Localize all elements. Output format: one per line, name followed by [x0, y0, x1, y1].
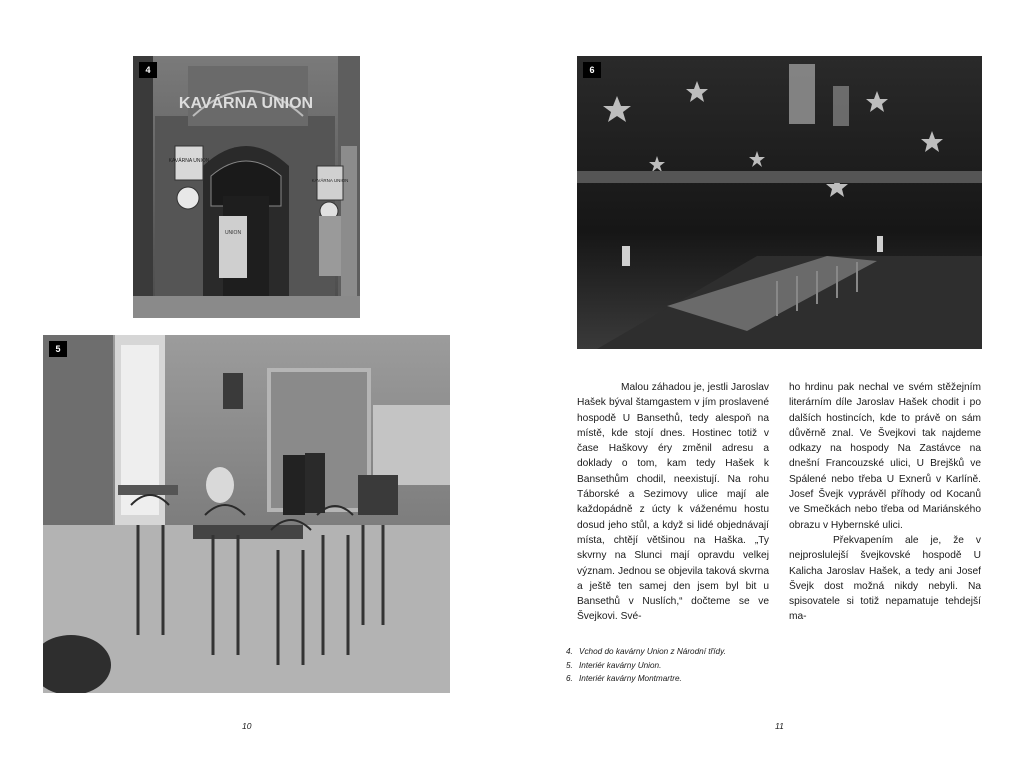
caption-item — [566, 672, 826, 686]
facade-side-sign-right: KAVÁRNA UNION — [311, 178, 349, 183]
caption-number: 6. — [566, 674, 573, 683]
facade-sign: KAVÁRNA UNION — [178, 95, 314, 112]
page-number-right: 11 — [775, 721, 784, 731]
interior-photo-graphic — [43, 335, 450, 693]
caption-number: 5. — [566, 660, 573, 670]
text-column-left — [577, 380, 769, 625]
figure-captions — [566, 645, 826, 686]
facade-poster: UNION — [224, 230, 242, 236]
caption-item — [566, 645, 826, 659]
facade-photo-graphic — [133, 56, 360, 318]
figure-number-badge: 5 — [49, 341, 67, 357]
caption-item — [566, 659, 826, 673]
page-number-left: 10 — [242, 721, 252, 731]
montmartre-photo-graphic — [577, 56, 982, 349]
paragraph: Překvapením ale je, že v nejproslulejší švejkovské hospodě U Kalicha Jaroslav Hašek, a tedy ani Josef Švejk dost možná nikdy nebyli. Na spisovatele si totiž nepamatuje tehdejší ma- — [789, 534, 981, 623]
paragraph: Malou záhadou je, jestli Jaroslav Hašek býval štamgastem v jím proslavené hospodě U Bansethů, tedy alespoň na místě, kde stojí dnes. Hostinec totiž v čase Haškovy éry změnil adresu a doklady o tom, kam tedy Hašek k Bansethům chodil, neexistují. Na rohu Táborské a Sezimovy ulice mají ale každopádně z úcty k váženému hostu dosud jeho stůl, a když si lidé objednávají místa, chtějí většinou na Haška. „Ty skvrny na Slunci mají opravdu velkej význam. Jednou se objevila taková skvrna a ještě ten samej den jsem byl bit u Bansethů v Nuslích,“ dočteme se ve Švejkovi. Své- — [577, 382, 769, 623]
figure-number-badge: 6 — [583, 62, 601, 78]
facade-side-sign-left: KAVÁRNA UNION — [168, 158, 210, 164]
text-column-right — [789, 380, 981, 625]
photo-cafe-montmartre-interior — [577, 56, 982, 349]
figure-number-badge: 4 — [139, 62, 157, 78]
caption-text: Interiér kavárny Montmartre. — [579, 674, 682, 683]
photo-cafe-union-entrance — [133, 56, 360, 318]
caption-text: Vchod do kavárny Union z Národní třídy. — [579, 647, 726, 656]
caption-text: Interiér kavárny Union. — [579, 660, 662, 670]
paragraph: ho hrdinu pak nechal ve svém stěžejním literárním díle Jaroslav Hašek chodit i po dalších hostincích, kde to právě on sám důvěrně znal. Ve Švejkovi tak najdeme odkazy na hospody Na Zastávce na dnešní Francouzské ulici, U Brejšků ve Spálené nebo třeba U Exnerů v Karlíně. Josef Švejk vyprávěl příhody od Kocanů ve Smečkách nebo třeba od Mariánského obrazu v Hybernské ulici. — [789, 382, 981, 531]
photo-cafe-union-interior — [43, 335, 450, 693]
caption-number: 4. — [566, 647, 573, 656]
